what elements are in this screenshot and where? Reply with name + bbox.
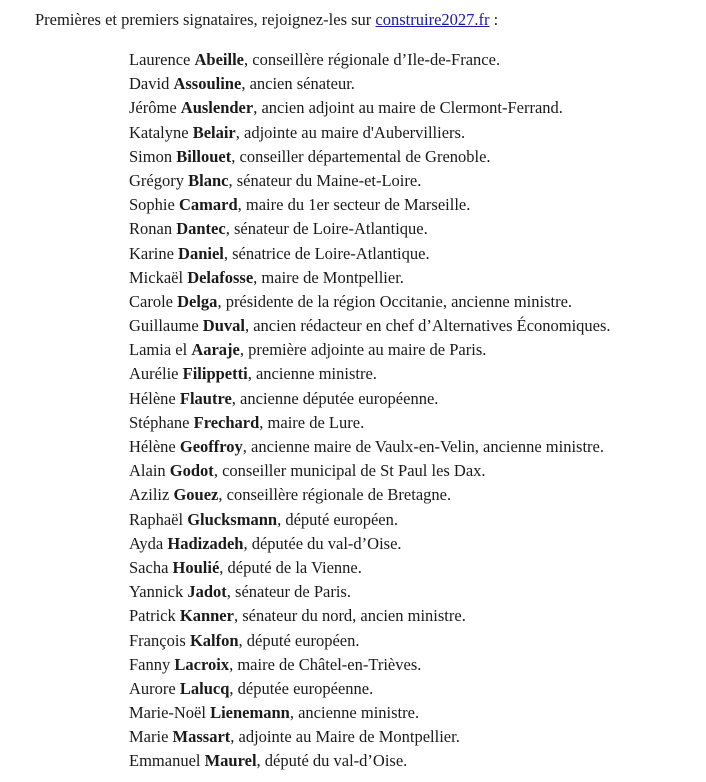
signatory-last-name: Geoffroy — [179, 437, 243, 456]
signatory-last-name: Lalucq — [179, 678, 230, 698]
signatory-last-name: Hadizadeh — [167, 533, 244, 553]
signatory-first-name: Raphaël — [129, 509, 184, 529]
signatory-item — [129, 217, 611, 241]
signatory-first-name: Ronan — [129, 219, 173, 239]
signatory-role: , sénatrice de Loire-Atlantique. — [223, 243, 430, 263]
signatory-role: , sénateur du Maine-et-Loire. — [228, 170, 422, 190]
signatory-item — [129, 362, 611, 386]
signatory-first-name: Marie-Noël — [129, 703, 206, 723]
signatory-last-name: Billouet — [176, 146, 232, 166]
signatory-first-name: Hélène — [129, 388, 176, 408]
signatory-first-name: Sophie — [129, 195, 175, 215]
signatory-first-name: Yannick — [129, 582, 184, 602]
signatory-item — [129, 532, 611, 556]
signatory-first-name: Aurélie — [129, 364, 179, 384]
signatory-role: , sénateur de Loire-Atlantique. — [225, 219, 428, 239]
signatory-first-name: Karine — [129, 243, 174, 263]
signatory-last-name: Dantec — [176, 219, 226, 239]
signatory-first-name: Sacha — [129, 557, 169, 577]
signatory-item — [129, 459, 611, 483]
signatory-role: , ancienne députée européenne. — [231, 388, 439, 408]
signatory-first-name: Katalyne — [129, 122, 189, 142]
signatory-item — [129, 145, 611, 169]
signatory-role: , député de la Vienne. — [219, 557, 362, 577]
intro-suffix: : — [489, 10, 499, 29]
signatory-last-name: Massart — [172, 727, 231, 747]
signatory-role: , conseiller départemental de Grenoble. — [231, 146, 491, 166]
signatory-first-name: Laurence — [129, 50, 191, 69]
signatories-list — [129, 48, 611, 774]
signatory-first-name: Hélène — [129, 437, 176, 456]
signatory-role: , conseiller municipal de St Paul les Dax. — [213, 461, 486, 481]
signatory-role: , maire du 1er secteur de Marseille. — [237, 195, 471, 215]
signatory-first-name: Ayda — [129, 533, 164, 553]
signatory-last-name: Duval — [202, 316, 245, 336]
signatory-item — [129, 121, 611, 145]
signatory-role: , député du val-d’Oise. — [256, 751, 408, 771]
signatory-first-name: Grégory — [129, 170, 184, 190]
signatory-item — [129, 677, 611, 701]
signatory-first-name: Guillaume — [129, 316, 199, 336]
signatory-item — [129, 604, 611, 628]
signatory-item — [129, 387, 611, 411]
signatory-last-name: Kanner — [179, 606, 234, 626]
signatory-first-name: Lamia el — [129, 340, 188, 360]
signatory-item — [129, 290, 611, 314]
signatory-role: , maire de Montpellier. — [253, 267, 404, 287]
signatory-role: , adjointe au Maire de Montpellier. — [230, 727, 460, 747]
signatory-item — [129, 72, 611, 96]
signatory-item — [129, 725, 611, 749]
signatory-role: , maire de Lure. — [259, 412, 365, 432]
signatory-last-name: Aaraje — [191, 340, 240, 360]
signatory-item — [129, 701, 611, 725]
signatory-first-name: Aziliz — [129, 485, 170, 505]
signatory-last-name: Filippetti — [182, 364, 248, 384]
signatory-item — [129, 556, 611, 580]
signatory-item — [129, 629, 611, 653]
intro-paragraph — [35, 8, 498, 32]
signatory-last-name: Godot — [169, 461, 214, 481]
signatory-first-name: François — [129, 630, 186, 650]
signatory-item — [129, 338, 611, 362]
signatory-role: , maire de Châtel-en-Trièves. — [229, 654, 422, 674]
signatory-item — [129, 48, 611, 72]
signatory-item — [129, 314, 611, 338]
signatory-role: , ancien sénateur. — [241, 74, 355, 94]
signatory-item — [129, 96, 611, 120]
signatory-role: , ancien adjoint au maire de Clermont-Ferrand. — [253, 98, 563, 118]
signatory-item — [129, 653, 611, 677]
signatory-first-name: Jérôme — [129, 98, 177, 118]
signatory-role: , ancienne ministre. — [247, 364, 377, 384]
signatory-last-name: Kalfon — [189, 630, 239, 650]
signatory-item — [129, 411, 611, 435]
signatory-last-name: Maurel — [204, 751, 257, 771]
signatory-last-name: Lienemann — [210, 703, 290, 723]
signatory-last-name: Jadot — [187, 582, 227, 602]
signatory-role: , député européen. — [238, 630, 360, 650]
signatory-role: , présidente de la région Occitanie, ancienne ministre. — [217, 291, 573, 311]
signatory-role: , conseillère régionale d’Ile-de-France. — [244, 50, 501, 69]
signatory-item — [129, 193, 611, 217]
signatory-role: , député européen. — [277, 509, 399, 529]
signatory-last-name: Flautre — [179, 388, 232, 408]
signatory-item — [129, 242, 611, 266]
construire2027-link[interactable]: construire2027.fr — [375, 10, 490, 29]
signatory-role: , députée du val-d’Oise. — [243, 533, 402, 553]
signatory-last-name: Blanc — [188, 170, 229, 190]
signatory-first-name: David — [129, 74, 170, 94]
signatory-item — [129, 749, 611, 773]
signatory-first-name: Patrick — [129, 606, 176, 626]
signatory-item — [129, 580, 611, 604]
signatory-last-name: Houlié — [172, 557, 220, 577]
signatory-role: , première adjointe au maire de Paris. — [239, 340, 487, 360]
signatory-role: , ancienne maire de Vaulx-en-Velin, ancienne ministre. — [242, 437, 604, 456]
signatory-last-name: Lacroix — [174, 654, 230, 674]
signatory-item — [129, 169, 611, 193]
signatory-item — [129, 483, 611, 507]
signatory-item — [129, 266, 611, 290]
signatory-first-name: Simon — [129, 146, 173, 166]
signatory-last-name: Assouline — [173, 74, 242, 94]
signatory-role: , ancienne ministre. — [289, 703, 420, 723]
signatory-last-name: Auslender — [180, 98, 254, 118]
signatory-role: , ancien rédacteur en chef d’Alternatives Économiques. — [244, 316, 611, 336]
signatory-last-name: Delafosse — [187, 267, 254, 287]
signatory-first-name: Alain — [129, 461, 166, 481]
signatory-first-name: Marie — [129, 727, 169, 747]
signatory-role: , sénateur du nord, ancien ministre. — [233, 606, 466, 626]
signatory-last-name: Daniel — [178, 243, 224, 263]
signatory-last-name: Frechard — [193, 412, 260, 432]
intro-text: Premières et premiers signataires, rejoignez-les sur — [35, 10, 376, 29]
signatory-first-name: Carole — [129, 291, 173, 311]
signatory-first-name: Mickaël — [129, 267, 184, 287]
signatory-first-name: Stéphane — [129, 412, 190, 432]
signatory-item — [129, 508, 611, 532]
signatory-role: , sénateur de Paris. — [226, 582, 351, 602]
signatory-last-name: Delga — [177, 291, 218, 311]
signatory-item — [129, 435, 611, 459]
signatory-role: , adjointe au maire d'Aubervilliers. — [235, 122, 466, 142]
signatory-last-name: Glucksmann — [187, 509, 278, 529]
signatory-last-name: Camard — [178, 195, 238, 215]
signatory-role: , députée européenne. — [229, 678, 374, 698]
signatory-first-name: Emmanuel — [129, 751, 201, 771]
signatory-first-name: Aurore — [129, 678, 176, 698]
signatory-first-name: Fanny — [129, 654, 171, 674]
signatory-last-name: Abeille — [194, 50, 244, 69]
signatory-role: , conseillère régionale de Bretagne. — [218, 485, 452, 505]
signatory-last-name: Belair — [192, 122, 236, 142]
signatory-last-name: Gouez — [173, 485, 219, 505]
